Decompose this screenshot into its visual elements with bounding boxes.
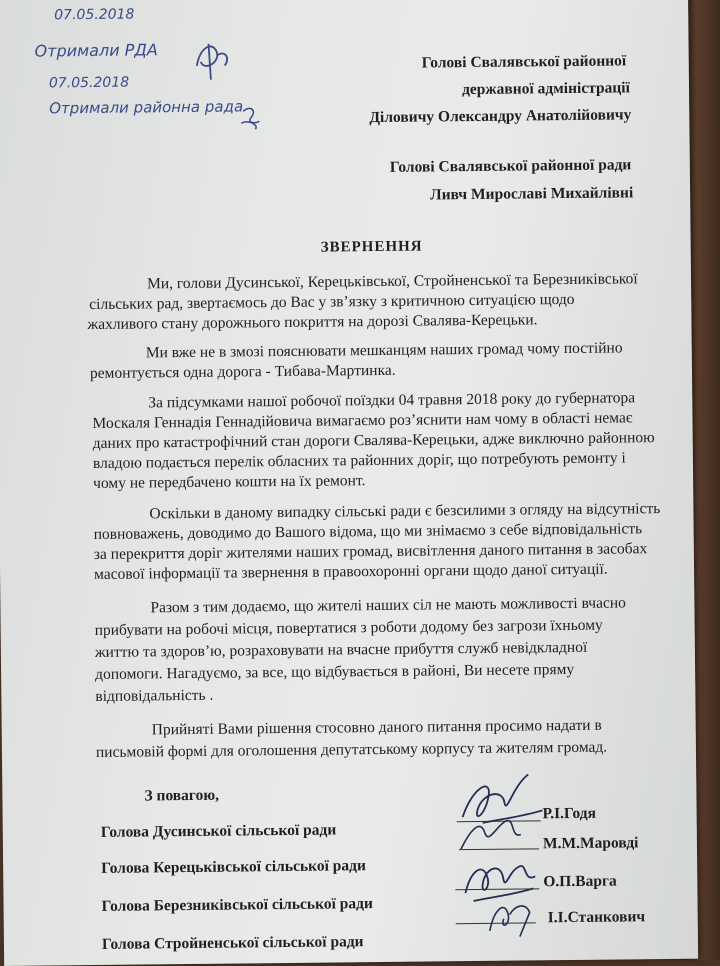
paragraph-5-line-5: відповідальність . [95,686,214,705]
signatory-position-3: Голова Березниківської сільської ради [101,895,373,915]
handwritten-date-2: 07.05.2018 [48,74,130,92]
handwritten-date-1: 07.05.2018 [54,6,135,24]
paragraph-5-line-1: Разом з тим додаємо, що жителі наших сіл не мають можливості вчасно [150,594,626,617]
signatory-position-2: Голова Керецьківської сільської ради [101,857,366,877]
paragraph-4-line-2: повноважень, доводимо до Вашого відома, що ми знімаємо з себе відповідальність [93,520,643,543]
paragraph-1-line-1: Ми, голови Дусинської, Керецьківської, Стройненської та Березниківської [146,270,638,293]
paragraph-3-line-2: Москаля Геннадія Геннадійовича вимагаємо розʼяснити нам чому в області немає [92,409,633,432]
handwritten-initials-rada [237,103,265,133]
signature-4 [479,890,540,941]
paragraph-1-line-3: жахливого стану дорожнього покриття на дорозі Свалява-Керецьки. [87,311,538,334]
addressee-line-5: Ливч Мирославі Михайлівні [430,184,634,204]
paragraph-3-line-4: владою подається перелік обласних та районних доріг, що потребують ремонту і [92,449,626,472]
paragraph-4-line-1: Оскільки в даному випадку сільські ради є безсилими з огляду на відсутність [149,500,661,523]
closing-phrase: З повагою, [144,786,220,805]
addressee-line-4: Голові Свалявської районної ради [389,156,632,176]
signatory-name-3: О.П.Варга [543,872,617,891]
paragraph-3-line-5: чому не передбачено кошти на їх ремонт. [93,472,366,492]
paragraph-2-line-1: Ми вже не в змозі пояснювати мешканцям наших громад чому постійно [145,339,623,362]
paragraph-6-line-1: Прийняті Вами рішення стосовно даного питання просимо надати в [151,716,602,739]
signatory-position-1: Голова Дусинської сільської ради [100,821,337,841]
paragraph-1-line-2: сільських рад, звертаємось до Вас у звʼязку з критичною ситуацією щодо [89,290,575,314]
document-title: ЗВЕРНЕННЯ [320,238,423,256]
handwritten-note-2: Отримали районна рада [49,97,244,118]
addressee-line-1: Голові Свалявської районної [421,52,627,72]
signatory-name-2: М.М.Маровді [542,834,639,853]
paragraph-4-line-4: масової інформації та звернення в правоохоронні органи щодо даної ситуації. [93,560,608,583]
handwritten-initials-rda [190,35,234,81]
paragraph-6-line-2: письмовій формі для оголошення депутатському корпусу та жителям громад. [95,738,608,761]
paragraph-5-line-3: життю та здоровʼю, розраховувати на вчасне прибуття служб невідкладної [94,638,588,661]
paragraph-4-line-3: за перекриття доріг жителями наших громад, висвітлення даного питання в засобах [93,540,648,563]
signatory-position-4: Голова Стройненської сільської ради [101,933,364,953]
paragraph-2-line-2: ремонтується одна дорога - Тибава-Мартинка. [89,361,396,383]
paragraph-3-line-3: даних про катастрофічний стан дороги Свалява-Керецьки, адже виключно районною [92,429,655,452]
paragraph-5-line-2: прибувати на робочі місця, повертатися з роботи додому без загрози їхньому [94,616,603,639]
signatory-name-1: Р.І.Годя [542,804,597,823]
paragraph-5-line-4: допомоги. Нагадуємо, за все, що відбувається в районі, Ви несете пряму [95,660,575,683]
paragraph-3-line-1: За підсумками нашої робочої поїздки 04 травня 2018 року до губернатора [148,389,636,412]
signatory-name-4: І.І.Станкович [547,908,646,927]
handwritten-note-1: Отримали РДА [34,40,158,61]
addressee-line-3: Діловичу Олександру Анатолійовичу [369,106,632,127]
addressee-line-2: державної адміністрації [461,79,630,99]
